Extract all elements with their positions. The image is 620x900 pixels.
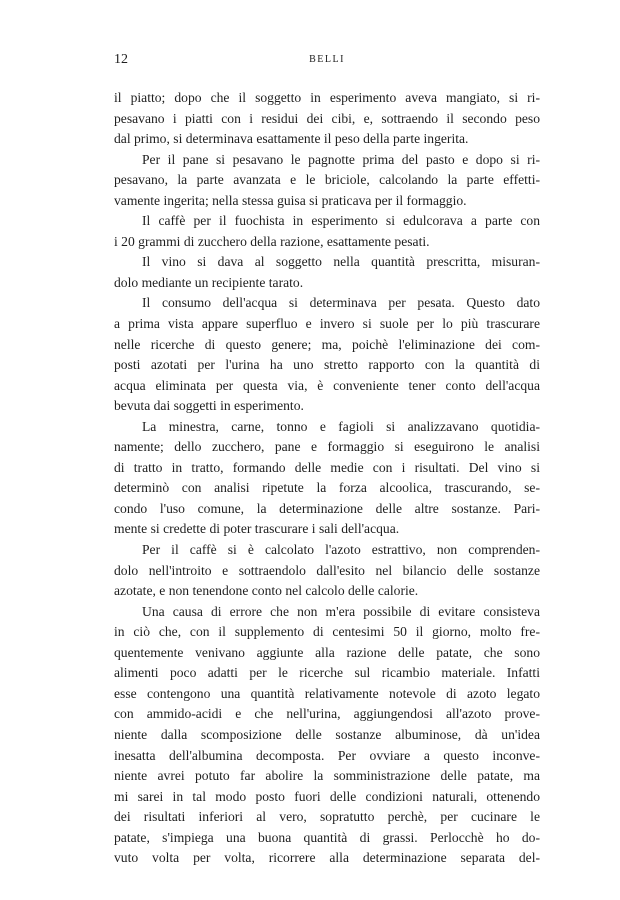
text-line: nelle ricerche di questo genere; ma, poichè l'eliminazione dei com- bbox=[114, 336, 540, 352]
text-line: dei risultati inferiori al vero, sopratutto perchè, per cucinare le bbox=[114, 809, 540, 825]
paragraph bbox=[114, 602, 540, 869]
text-line: La minestra, carne, tonno e fagioli si analizzavano quotidia- bbox=[142, 418, 540, 434]
text-line: patate, s'impiega una buona quantità di grassi. Perlocchè ho do- bbox=[114, 829, 540, 845]
text-line: vamente ingerita; nella stessa guisa si praticava per il formaggio. bbox=[114, 192, 467, 208]
text-line: inesatta dell'albumina decomposta. Per ovviare a questo inconve- bbox=[114, 747, 540, 763]
paragraph bbox=[114, 252, 540, 293]
text-line: Il caffè per il fuochista in esperimento si edulcorava a parte con bbox=[142, 213, 540, 229]
text-line: niente dalla scomposizione delle sostanze albuminose, dà un'idea bbox=[114, 726, 540, 742]
text-line: condo l'uso comune, la determinazione delle altre sostanze. Pari- bbox=[114, 500, 540, 516]
paragraph bbox=[114, 150, 540, 212]
text-line: azotate, e non tenendone conto nel calcolo delle calorie. bbox=[114, 583, 419, 599]
text-line: Il consumo dell'acqua si determinava per pesata. Questo dato bbox=[142, 295, 540, 311]
running-head: BELLI bbox=[309, 54, 345, 65]
text-line: pesavano, la parte avanzata e le briciole, calcolando la parte effetti- bbox=[114, 172, 540, 188]
text-line: dolo mediante un recipiente tarato. bbox=[114, 274, 304, 290]
text-line: pesavano i piatti con i residui dei cibi, e, sottraendo il secondo peso bbox=[114, 110, 540, 126]
text-line: quentemente venivano aggiunte alla razione delle patate, che sono bbox=[114, 644, 540, 660]
text-line: Per il pane si pesavano le pagnotte prima del pasto e dopo si ri- bbox=[142, 151, 540, 167]
text-line: bevuta dai soggetti in esperimento. bbox=[114, 398, 304, 414]
text-line: esse contengono una quantità relativamente notevole di azoto legato bbox=[114, 685, 540, 701]
text-line: niente avrei potuto far abolire la somministrazione delle patate, ma bbox=[114, 768, 540, 784]
text-line: dolo nell'introito e sottraendolo dall'esito nel bilancio delle sostanze bbox=[114, 562, 540, 578]
text-line: Per il caffè si è calcolato l'azoto estrattivo, non comprenden- bbox=[142, 542, 540, 558]
text-line: dal primo, si determinava esattamente il peso della parte ingerita. bbox=[114, 131, 469, 147]
text-line: a prima vista appare superfluo e invero si suole per lo più trascurare bbox=[114, 316, 540, 332]
paragraph bbox=[114, 540, 540, 602]
paragraph bbox=[114, 88, 540, 150]
page-header bbox=[114, 52, 540, 72]
text-line: vuto volta per volta, ricorrere alla determinazione separata del- bbox=[114, 850, 540, 866]
text-line: mi sarei in tal modo posto fuori delle condizioni naturali, ottenendo bbox=[114, 788, 540, 804]
text-line: determinò con analisi ripetute la forza alcoolica, trascurando, se- bbox=[114, 480, 540, 496]
page-number: 12 bbox=[114, 52, 128, 67]
body-text bbox=[114, 88, 540, 869]
text-line: acqua eliminata per questa via, è conveniente tener conto dell'acqua bbox=[114, 377, 540, 393]
text-line: alimenti poco adatti per le ricerche sul ricambio materiale. Infatti bbox=[114, 665, 540, 681]
text-line: posti azotati per l'urina ha uno stretto rapporto con la quantità di bbox=[114, 357, 540, 373]
text-line: di tratto in tratto, formando delle medie con i risultati. Del vino si bbox=[114, 459, 540, 475]
text-line: i 20 grammi di zucchero della razione, esattamente pesati. bbox=[114, 233, 430, 249]
paragraph bbox=[114, 211, 540, 252]
text-line: Il vino si dava al soggetto nella quantità prescritta, misuran- bbox=[142, 254, 540, 270]
text-line: il piatto; dopo che il soggetto in esperimento aveva mangiato, si ri- bbox=[114, 90, 540, 105]
text-line: con ammido-acidi e che nell'urina, aggiungendosi all'azoto prove- bbox=[114, 706, 540, 722]
text-line: namente; dello zucchero, pane e formaggio si eseguirono le analisi bbox=[114, 439, 540, 455]
text-line: mente si credette di poter trascurare i sali dell'acqua. bbox=[114, 521, 400, 537]
text-line: Una causa di errore che non m'era possibile di evitare consisteva bbox=[142, 603, 540, 619]
paragraph bbox=[114, 417, 540, 540]
paragraph bbox=[114, 293, 540, 416]
text-line: in ciò che, con il supplemento di centesimi 50 il giorno, molto fre- bbox=[114, 624, 540, 640]
